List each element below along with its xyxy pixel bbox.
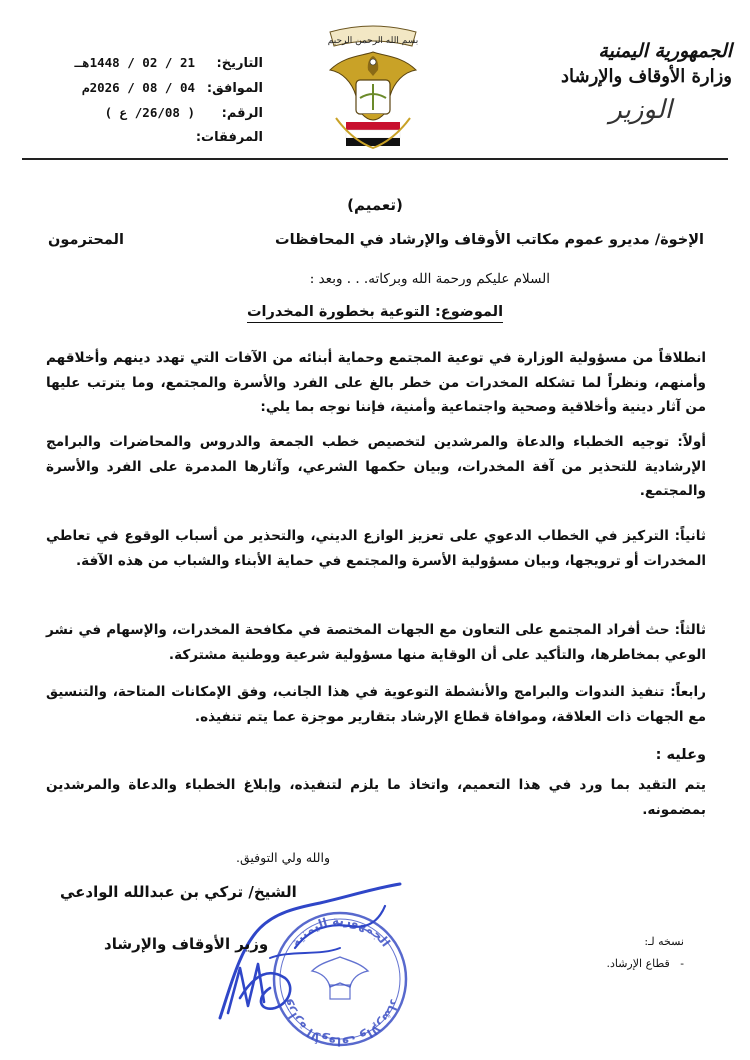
closing-phrase: والله ولي التوفيق. <box>235 850 330 865</box>
office-name: الوزير <box>609 95 672 125</box>
copies-item-text: قطاع الإرشاد. <box>606 957 670 970</box>
therefore-paragraph: يتم التقيد بما ورد في هذا التعميم، واتخاذ ما يلزم لتنفيذه، وإبلاغ الخطباء والدعاة والمرشدين بمضمونه. <box>46 777 706 818</box>
number-row <box>28 105 263 130</box>
copies-heading: نسخه لـ: <box>644 935 684 948</box>
letterhead-right <box>522 38 732 130</box>
yemen-eagle-emblem-icon <box>322 22 424 152</box>
stamp-inner-text: وزارة الأوقاف والإرشاد <box>279 997 402 1049</box>
circular-title: (تعميم) <box>347 196 403 214</box>
subject-line <box>0 304 750 320</box>
header-divider <box>22 158 728 160</box>
republic-name: الجمهورية اليمنية <box>598 40 732 62</box>
point-1: أولاً: توجيه الخطباء والدعاة والمرشدين لتخصيص خطب الجمعة والدروس والمحاضرات والبرامج الإرشادية للتحذير من آفة المخدرات، وبيان حكمها الشرعي، وآثارها المدمرة على الفرد والأسرة والمجتمع. <box>46 434 706 499</box>
signatory-title: وزير الأوقاف والإرشاد <box>104 935 269 953</box>
corresponding-label: الموافق: <box>206 81 263 96</box>
copies-bullet: - <box>669 957 684 970</box>
therefore-heading: وعليه : <box>655 747 706 763</box>
date-label: التاريخ: <box>216 56 263 71</box>
point-2: ثانياً: التركيز في الخطاب الدعوي على تعزيز الوازع الديني، والتحذير من أسباب الوقوع في تعاطي المخدرات أو ترويجها، وبيان مسؤولية الأسرة والمجتمع في حماية الأبناء والشباب من هذه الآفة. <box>46 528 706 569</box>
basmala-text: بسم الله الرحمن الرحيم <box>327 36 419 46</box>
number-label: الرقم: <box>221 106 263 121</box>
ministry-name: وزارة الأوقاف والإرشاد <box>561 66 732 87</box>
date-hijri-row <box>28 55 263 80</box>
copies-item <box>606 957 684 970</box>
addressee-line <box>48 232 704 248</box>
honorific: المحترمون <box>48 232 124 248</box>
corresponding-value: 04 / 08 / 2026م <box>82 80 195 95</box>
date-value: 21 / 02 / 1448هـ <box>74 55 195 70</box>
greeting: السلام عليكم ورحمة الله وبركاته. . . وبعد : <box>309 271 550 287</box>
stamp-outer-text: الجمهورية اليمنية <box>288 913 393 950</box>
point-3: ثالثاً: حث أفراد المجتمع على التعاون مع الجهات المختصة في مكافحة المخدرات، والإسهام في نشر الوعي بمخاطرها، والتأكيد على أن الوقاية منها مسؤولية شرعية ووطنية مشتركة. <box>46 622 706 663</box>
attachments-row <box>28 130 263 155</box>
intro-paragraph: انطلاقاً من مسؤولية الوزارة في توعية المجتمع وحماية أبنائه من الآفات التي تهدد دينهم وأخلاقهم وأمنهم، ونظراً لما تشكله المخدرات من خطر بالغ على الفرد والأسرة والمجتمع، وما يترتب عليها من آثار دينية وأخلاقية وصحية واجتماعية وأمنية، فإننا نوجه بما يلي: <box>46 350 706 415</box>
date-gregorian-row <box>28 80 263 105</box>
addressee: الإخوة/ مديرو عموم مكاتب الأوقاف والإرشاد في المحافظات <box>275 232 704 248</box>
point-4: رابعاً: تنفيذ الندوات والبرامج والأنشطة التوعوية في هذا الجانب، وفق الإمكانات المتاحة، والتنسيق مع الجهات ذات العلاقة، وموافاة قطاع الإرشاد بتقارير موجزة عما يتم تنفيذه. <box>46 684 706 725</box>
number-value: ( 26/08/ ع ) <box>104 105 195 120</box>
attachments-label: المرفقات: <box>195 130 263 145</box>
reference-block <box>28 55 263 155</box>
signatory-name: الشيخ/ تركي بن عبدالله الوادعي <box>60 883 297 901</box>
subject-text: الموضوع: التوعية بخطورة المخدرات <box>247 304 503 323</box>
